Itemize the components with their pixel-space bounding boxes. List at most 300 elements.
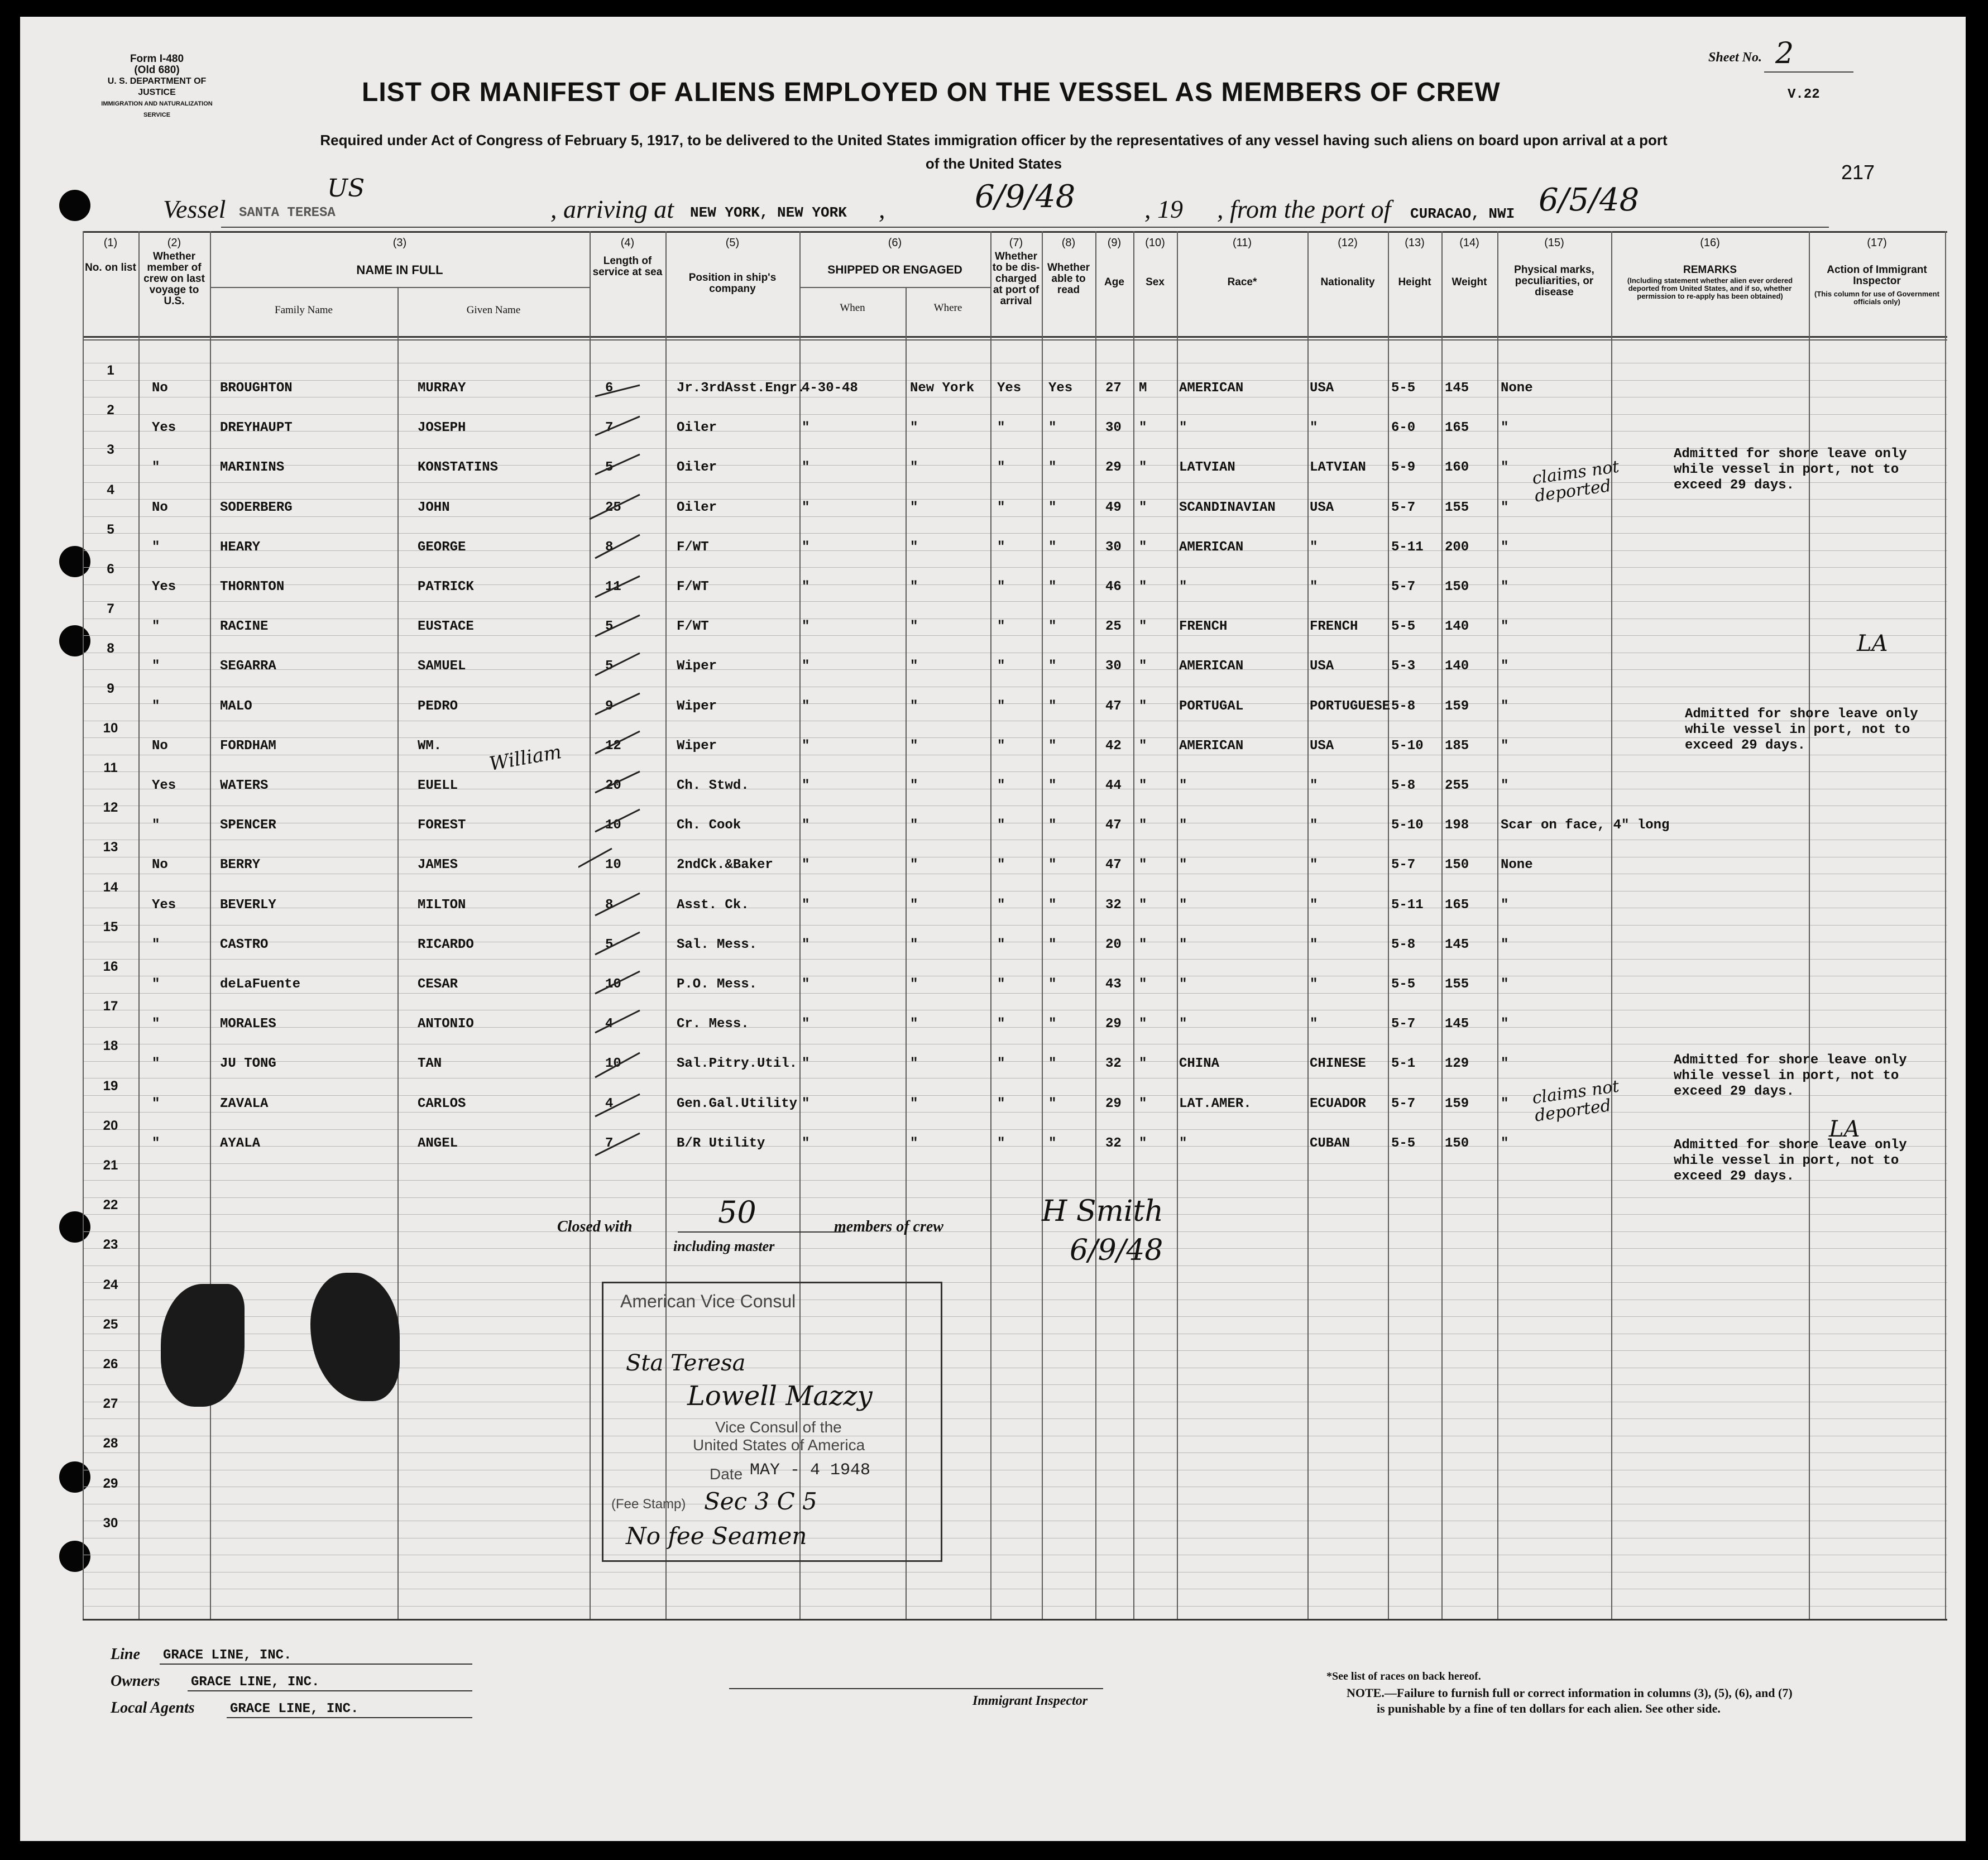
row-rule (83, 959, 1947, 960)
age: 47 (1105, 857, 1122, 873)
where-head: Where (933, 302, 962, 314)
sex: " (1139, 500, 1147, 515)
family-name: CASTRO (220, 937, 269, 952)
shipped-where: " (910, 539, 918, 555)
able-to-read: " (1048, 500, 1057, 515)
physical-marks: " (1501, 460, 1509, 476)
col-head: Whether member of crew on last voyage to U.S. (143, 251, 205, 307)
position: Gen.Gal.Utility (677, 1096, 798, 1111)
weight: 155 (1445, 500, 1469, 515)
member-last-voyage: " (152, 698, 160, 714)
shipped-when: " (802, 1056, 810, 1072)
row-number: 5 (107, 521, 114, 537)
nationality: " (1310, 977, 1318, 992)
physical-marks: " (1501, 500, 1509, 515)
row-rule (83, 448, 1947, 449)
member-last-voyage: Yes (152, 579, 176, 595)
able-to-read: " (1048, 1096, 1057, 1111)
weight: 150 (1445, 1135, 1469, 1151)
shipped-when: " (802, 420, 810, 436)
stamp-country: United States of America (693, 1436, 865, 1454)
row-number: 28 (103, 1436, 118, 1451)
nationality: USA (1310, 500, 1334, 515)
family-name: BROUGHTON (220, 381, 293, 396)
col-head: Action of Immigrant Inspector (1827, 264, 1927, 287)
sex: " (1139, 460, 1147, 476)
col-num: (2) (167, 237, 181, 249)
shipped-where: " (910, 897, 918, 913)
col-num: (17) (1867, 237, 1887, 249)
shipped-when: " (802, 539, 810, 555)
shipped-when: " (802, 659, 810, 674)
age: 32 (1105, 1056, 1122, 1072)
able-to-read: " (1048, 420, 1057, 436)
discharged: " (997, 539, 1005, 555)
age: 29 (1105, 1096, 1122, 1111)
race: PORTUGAL (1179, 698, 1244, 714)
position: Wiper (677, 738, 717, 754)
height: 5-7 (1391, 500, 1416, 515)
able-to-read: Yes (1048, 381, 1073, 396)
family-name: MARININS (220, 460, 285, 476)
row-rule (83, 771, 1947, 772)
stamp-date-label: Date (710, 1465, 743, 1483)
position: Ch. Stwd. (677, 778, 749, 793)
age: 47 (1105, 698, 1122, 714)
nationality: " (1310, 937, 1318, 952)
family-name: BERRY (220, 857, 261, 873)
discharged: " (997, 460, 1005, 476)
member-last-voyage: No (152, 381, 168, 396)
sex: " (1139, 778, 1147, 793)
height: 5-11 (1391, 539, 1424, 555)
physical-marks: None (1501, 857, 1533, 873)
physical-marks: " (1501, 698, 1509, 714)
member-last-voyage: " (152, 1056, 160, 1072)
including-master-label: including master (673, 1238, 775, 1254)
age: 20 (1105, 937, 1122, 952)
handwritten-given-note: William (487, 740, 563, 776)
member-last-voyage: " (152, 1096, 160, 1111)
sex: " (1139, 539, 1147, 555)
row-rule (83, 465, 1947, 466)
given-name: GEORGE (418, 539, 466, 555)
row-rule (83, 1606, 1947, 1607)
family-name: HEARY (220, 539, 261, 555)
row-rule (83, 499, 1947, 500)
weight: 165 (1445, 420, 1469, 436)
family-name: DREYHAUPT (220, 420, 293, 436)
shipped-where: " (910, 420, 918, 436)
sex: " (1139, 1135, 1147, 1151)
height: 5-5 (1391, 977, 1416, 992)
remark-shore-leave: Admitted for shore leave only while vessel in port, not to exceed 29 days. (1674, 447, 1907, 493)
sex: " (1139, 619, 1147, 635)
row-number: 11 (103, 760, 118, 775)
row-number: 17 (103, 999, 118, 1014)
shipped-where: " (910, 1096, 918, 1111)
row-rule (83, 1418, 1947, 1419)
vessel-label: Vessel (163, 195, 226, 223)
able-to-read: " (1048, 778, 1057, 793)
shipped-when: " (802, 857, 810, 873)
sex: " (1139, 1096, 1147, 1111)
col-head: Height (1398, 276, 1431, 288)
arrival-date: 6/9/48 (975, 179, 1076, 215)
height: 5-9 (1391, 460, 1416, 476)
given-name: SAMUEL (418, 659, 466, 674)
stamp-no-fee: No fee Seamen (626, 1522, 807, 1550)
physical-marks: " (1501, 778, 1509, 793)
punch-hole (59, 1461, 90, 1493)
vessel-handwritten: US (327, 174, 365, 203)
weight: 140 (1445, 619, 1469, 635)
nationality: CHINESE (1310, 1056, 1366, 1072)
row-number: 23 (103, 1237, 118, 1253)
able-to-read: " (1048, 460, 1057, 476)
inspector-signature: H Smith (1042, 1195, 1163, 1228)
member-last-voyage: " (152, 539, 160, 555)
row-rule (83, 482, 1947, 483)
shipped-where: " (910, 659, 918, 674)
sex: " (1139, 1056, 1147, 1072)
row-rule (83, 584, 1947, 585)
member-last-voyage: " (152, 937, 160, 952)
age: 44 (1105, 778, 1122, 793)
physical-marks: None (1501, 381, 1533, 396)
row-rule (83, 1231, 1947, 1232)
able-to-read: " (1048, 977, 1057, 992)
col-head: Whether to be dis-charged at port of arrival (992, 251, 1040, 307)
shipped-where: " (910, 1135, 918, 1151)
nationality: " (1310, 420, 1318, 436)
position: Oiler (677, 460, 717, 476)
nationality: USA (1310, 738, 1334, 754)
length-of-service: 10 (605, 818, 621, 833)
discharged: " (997, 420, 1005, 436)
row-rule (83, 993, 1947, 994)
race: CHINA (1179, 1056, 1220, 1072)
length-of-service: 8 (605, 539, 614, 555)
table-top-rule (83, 231, 1947, 233)
position: Wiper (677, 659, 717, 674)
row-rule (83, 1112, 1947, 1113)
family-name: MORALES (220, 1017, 276, 1032)
length-of-service: 20 (605, 778, 621, 793)
weight: 200 (1445, 539, 1469, 555)
nationality: USA (1310, 381, 1334, 396)
nationality: " (1310, 897, 1318, 913)
height: 5-7 (1391, 579, 1416, 595)
sex: M (1139, 381, 1147, 396)
shipped-where: " (910, 857, 918, 873)
family-name: MALO (220, 698, 252, 714)
embossed-seal (161, 1284, 245, 1407)
shipped-where: " (910, 818, 918, 833)
row-rule (83, 567, 1947, 568)
given-name: ANGEL (418, 1135, 458, 1151)
row-rule (83, 1248, 1947, 1249)
race: SCANDINAVIAN (1179, 500, 1276, 515)
nationality: CUBAN (1310, 1135, 1350, 1151)
member-last-voyage: " (152, 460, 160, 476)
col-head: Position in ship's company (688, 272, 777, 295)
position: Wiper (677, 698, 717, 714)
able-to-read: " (1048, 937, 1057, 952)
shipped-when: 4-30-48 (802, 381, 858, 396)
height: 5-10 (1391, 818, 1424, 833)
height: 5-8 (1391, 937, 1416, 952)
member-last-voyage: " (152, 818, 160, 833)
length-of-service: 4 (605, 1017, 614, 1032)
row-number: 13 (103, 840, 118, 855)
age: 27 (1105, 381, 1122, 396)
shipped-when: " (802, 579, 810, 595)
shipped-where: " (910, 1056, 918, 1072)
shipped-where: New York (910, 381, 975, 396)
physical-marks: " (1501, 937, 1509, 952)
col-head: NAME IN FULL (356, 263, 443, 277)
row-number: 2 (107, 402, 114, 418)
given-name: EUELL (418, 778, 458, 793)
discharged: " (997, 1135, 1005, 1151)
sheet-number-rule (1764, 71, 1853, 73)
nationality: ECUADOR (1310, 1096, 1366, 1111)
row-rule (83, 1265, 1947, 1266)
weight: 198 (1445, 818, 1469, 833)
manifest-sheet: Form I-480 (Old 680) U. S. DEPARTMENT OF JUSTICE IMMIGRATION AND NATURALIZATION SERVICE LIST OR MANIFEST OF ALIENS EMPLOYED ON THE VESSEL AS MEMBERS OF CREW Sheet No. 2 V.22 Required under Act of Congress of February 5, 1917, to be delivered to the United States immigration officer by the representatives of any vessel having such aliens on board upon arrival at a port of the United States 217 Vessel US SANTA TERESA , arriving at NEW YORK, NEW YORK , 6/9/48 , 19 , from the port of CURACAO, NWI 6/5/48 (1) (2) (3) (4) (5) (6) (7) (8) (9) (10) (11) (12) (13) (14) (15) (16) (17) No. on list Whether member of crew on last voyage to U.S. NAME IN FULL Length of service at sea Position in ship's company SHIPPED OR ENGAGED Whether to be dis-charged at port of arrival Whether able to read Age Sex Race* Nationality Height Weight Physical marks, peculiarities, or disease REMARKS (Including statement whether alien ever ordered deported from United States, and if so, whether permission to re-apply has been obtained) Action of Immigrant Inspector (This column for use of Government officials only) Family Name Given Name When Where 1 No BROUGHTON MURRAY 6 Jr.3rdAsst.Engr. 4-30-48 New York Yes Yes 27 M AMERICAN USA 5-5 145 None 2 Yes DREYHAUPT JOSEPH 7 Oiler " " " " 30 " " " 6-0 165 " 3 " MARININS KONSTATINS 5 Oiler " " " " 29 " LATVIAN LATVIAN 5-9 160 " 4 No SODERBERG JOHN 25 Oiler " " " " 49 " SCANDINAVIAN USA 5-7 155 " 5 " HEARY GEORGE 8 F/WT " " " " 30 " AMERICAN " 5-11 200 " 6 Yes THORNTON PATRICK 11 F/WT " " " " 46 " " " 5-7 150 " 7 " RACINE EUSTACE 5 F/WT " " " " 25 " FRENCH FRENCH 5-5 140 " 8 " SEGARRA SAMUEL 5 Wiper " " " " 30 " AMERICAN USA 5-3 140 " 9 " MALO PEDRO 9 Wiper " " " " 47 " PORTUGAL PORTUGUESE 5-8 159 " 10 No FORDHAM WM. 12 Wiper " " " " 42 " AMERICAN USA 5-10 185 " 11 Yes WATERS EUELL 20 Ch. Stwd. " " " " 44 " " " 5-8 255 " 12 " SPENCER FOREST 10 Ch. Cook " " " " 47 " " " 5-10 198 Scar on face, 4" long 13 No BERRY JAMES 10 2ndCk.&Baker " " " " 47 " " " 5-7 150 None 14 Yes BEVERLY MILTON 8 Asst. Ck. " " " " 32 " " " 5-11 165 " 15 " CASTRO RICARDO 5 Sal. Mess. " " " " 20 " " " 5-8 145 " 16 " deLaFuente CESAR 10 P.O. Mess. " " " " 43 " " " 5-5 155 " 17 " MORALES ANTONIO 4 Cr. Mess. " " " " 29 " " " 5-7 145 " 18 " JU TONG TAN 10 Sal.Pitry.Util. " " " " 32 " CHINA CHINESE 5-1 129 " 19 " ZAVALA CARLOS 4 Gen.Gal.Utility " " " " 29 " LAT.AMER. ECUADOR 5-7 159 " 20 " AYALA ANGEL 7 B/R Utility " " " " 32 " " CUBAN 5-5 150 " 21 22 23 24 25 26 27 28 29 30 William claims not deported claims not deported LA LA H Smith 6/9/48 Admitted for shore leave only while vessel in port, not to exceed 29 days. Admitted for shore leave only while vessel in port, not to exceed 29 days. Admitted for shore leave only while vessel in port, not to exceed 29 days. Admitted for shore leave only while vessel in port, not to exceed 29 days. Closed with 50 members of crew including master American Vice Consul Sta Teresa Lowell Mazzy Vice Consul of the United States of America Date MAY - 4 1948 (Fee Stamp) Sec 3 C 5 No fee Seamen Line GRACE LINE, INC. Owners GRACE LINE, INC. Local Agents GRACE LINE, INC. Immigrant Inspector *See list of races on back hereof. NOTE.—Failure to furnish full or correct information in columns (3), (5), (6), and (7) is punishable by a fine of ten dollars for each alien. See other side. (20, 17, 1966, 1841)
row-rule (83, 431, 1947, 432)
height: 5-8 (1391, 698, 1416, 714)
row-number: 14 (103, 879, 118, 895)
handwritten-la: LA (1857, 631, 1888, 656)
shipped-when: " (802, 818, 810, 833)
able-to-read: " (1048, 659, 1057, 674)
form-id: Form I-480 (130, 53, 184, 65)
physical-marks: " (1501, 1096, 1509, 1111)
able-to-read: " (1048, 738, 1057, 754)
age: 47 (1105, 818, 1122, 833)
given-name-head: Given Name (466, 304, 521, 316)
length-of-service: 25 (605, 500, 621, 515)
col-num: (7) (1009, 237, 1023, 249)
position: 2ndCk.&Baker (677, 857, 773, 873)
height: 5-11 (1391, 897, 1424, 913)
nationality: " (1310, 539, 1318, 555)
col-head: Length of service at sea (592, 255, 663, 278)
age: 30 (1105, 659, 1122, 674)
inspector-note: (This column for use of Government officials only) (1814, 290, 1939, 306)
length-of-service: 9 (605, 698, 614, 714)
member-last-voyage: " (152, 1135, 160, 1151)
given-name: CESAR (418, 977, 458, 992)
given-name: MURRAY (418, 381, 466, 396)
shipped-when: " (802, 619, 810, 635)
physical-marks: " (1501, 897, 1509, 913)
discharged: " (997, 818, 1005, 833)
page-number: 217 (1841, 161, 1875, 184)
able-to-read: " (1048, 1056, 1057, 1072)
member-last-voyage: Yes (152, 778, 176, 793)
agents-label: Local Agents (111, 1699, 195, 1717)
row-rule (83, 1197, 1947, 1198)
given-name: TAN (418, 1056, 442, 1072)
table-header-rule (83, 336, 1947, 338)
handwritten-claims: claims not deported (1531, 457, 1621, 506)
length-of-service: 5 (605, 619, 614, 635)
vessel-name: SANTA TERESA (239, 205, 336, 220)
given-name: JAMES (418, 857, 458, 873)
sheet-label: Sheet No. (1708, 50, 1762, 65)
weight: 165 (1445, 897, 1469, 913)
height: 5-7 (1391, 1096, 1416, 1111)
height: 6-0 (1391, 420, 1416, 436)
handwritten-claims: claims not deported (1531, 1076, 1621, 1126)
col-num: (3) (392, 237, 407, 249)
given-name: JOSEPH (418, 420, 466, 436)
col-head: Physical marks, peculiarities, or disease (1514, 264, 1594, 298)
sex: " (1139, 857, 1147, 873)
able-to-read: " (1048, 818, 1057, 833)
nationality: " (1310, 1017, 1318, 1032)
able-to-read: " (1048, 1017, 1057, 1032)
sex: " (1139, 977, 1147, 992)
row-rule (83, 533, 1947, 534)
length-of-service: 5 (605, 937, 614, 952)
nationality: " (1310, 818, 1318, 833)
discharged: " (997, 659, 1005, 674)
row-number: 3 (107, 442, 114, 458)
sheet-number: 2 (1775, 37, 1794, 70)
member-last-voyage: No (152, 500, 168, 515)
col-num: (15) (1544, 237, 1564, 249)
remark-shore-leave: Admitted for shore leave only while vessel in port, not to exceed 29 days. (1685, 707, 1918, 753)
age: 43 (1105, 977, 1122, 992)
row-number: 27 (103, 1396, 118, 1412)
given-name: FOREST (418, 818, 466, 833)
age: 49 (1105, 500, 1122, 515)
subtitle-line-1: Required under Act of Congress of February 5, 1917, to be delivered to the United States immigration officer by the representatives of any vessel having such aliens on board upon arrival at a port (320, 132, 1668, 148)
length-of-service: 5 (605, 460, 614, 476)
row-rule (83, 550, 1947, 551)
embossed-seal (310, 1273, 400, 1401)
race: FRENCH (1179, 619, 1228, 635)
check-marks (578, 363, 657, 1234)
row-number: 7 (107, 601, 114, 617)
physical-marks: Scar on face, 4" long (1501, 818, 1670, 833)
age: 32 (1105, 897, 1122, 913)
sex: " (1139, 579, 1147, 595)
given-name: PEDRO (418, 698, 458, 714)
row-number: 21 (103, 1158, 118, 1173)
members-label: members of crew (834, 1218, 943, 1235)
weight: 255 (1445, 778, 1469, 793)
row-rule (83, 1180, 1947, 1181)
stamp-signature: Lowell Mazzy (687, 1380, 873, 1412)
given-name: MILTON (418, 897, 466, 913)
weight: 159 (1445, 1096, 1469, 1111)
inspector-date: 6/9/48 (1070, 1234, 1163, 1267)
row-number: 6 (107, 562, 114, 577)
family-name: SODERBERG (220, 500, 293, 515)
col-num: (16) (1700, 237, 1720, 249)
from-label: , from the port of (1217, 195, 1391, 223)
row-rule (83, 669, 1947, 670)
col-head: REMARKS (1683, 264, 1737, 276)
given-name: CARLOS (418, 1096, 466, 1111)
able-to-read: " (1048, 857, 1057, 873)
shipped-where: " (910, 738, 918, 754)
row-rule (83, 1163, 1947, 1164)
table-bottom-rule (83, 1619, 1947, 1621)
sheet-code: V.22 (1788, 87, 1820, 102)
family-name: JU TONG (220, 1056, 276, 1072)
race: AMERICAN (1179, 738, 1244, 754)
row-rule (83, 516, 1947, 517)
handwritten-la: LA (1829, 1116, 1860, 1142)
age: 25 (1105, 619, 1122, 635)
row-rule (83, 1146, 1947, 1147)
position: B/R Utility (677, 1135, 765, 1151)
when-head: When (840, 302, 865, 314)
height: 5-10 (1391, 738, 1424, 754)
row-number: 16 (103, 959, 118, 974)
from-port: CURACAO, NWI (1410, 205, 1515, 222)
physical-marks: " (1501, 1017, 1509, 1032)
discharged: Yes (997, 381, 1022, 396)
form-old: (Old 680) (134, 64, 180, 76)
agents-value: GRACE LINE, INC. (230, 1701, 359, 1717)
discharged: " (997, 778, 1005, 793)
length-of-service: 12 (605, 738, 621, 754)
given-name: KONSTATINS (418, 460, 499, 476)
row-number: 29 (103, 1475, 118, 1491)
age: 29 (1105, 460, 1122, 476)
race: " (1179, 1017, 1187, 1032)
able-to-read: " (1048, 539, 1057, 555)
row-number: 9 (107, 680, 114, 696)
owners-label: Owners (111, 1672, 160, 1690)
stamp-section: Sec 3 C 5 (704, 1488, 817, 1515)
discharged: " (997, 619, 1005, 635)
row-rule (83, 1452, 1947, 1453)
penalty-note-1: NOTE.—Failure to furnish full or correct information in columns (3), (5), (6), and (7) (1347, 1686, 1793, 1700)
race: " (1179, 579, 1187, 595)
row-rule (83, 1129, 1947, 1130)
length-of-service: 6 (605, 381, 614, 396)
shipped-where: " (910, 460, 918, 476)
shipped-where: " (910, 977, 918, 992)
age: 30 (1105, 539, 1122, 555)
arriving-port: NEW YORK, NEW YORK (690, 204, 847, 221)
given-name: EUSTACE (418, 619, 474, 635)
member-last-voyage: " (152, 619, 160, 635)
physical-marks: " (1501, 1056, 1509, 1072)
family-name-head: Family Name (275, 304, 333, 316)
physical-marks: " (1501, 977, 1509, 992)
col-head: Sex (1146, 276, 1165, 288)
service: IMMIGRATION AND NATURALIZATION SERVICE (101, 100, 213, 118)
row-rule (83, 1214, 1947, 1215)
sex: " (1139, 420, 1147, 436)
shipped-where: " (910, 619, 918, 635)
able-to-read: " (1048, 1135, 1057, 1151)
physical-marks: " (1501, 420, 1509, 436)
col-head: Age (1104, 276, 1124, 288)
member-last-voyage: Yes (152, 420, 176, 436)
col-num: (6) (888, 237, 902, 249)
discharged: " (997, 1096, 1005, 1111)
